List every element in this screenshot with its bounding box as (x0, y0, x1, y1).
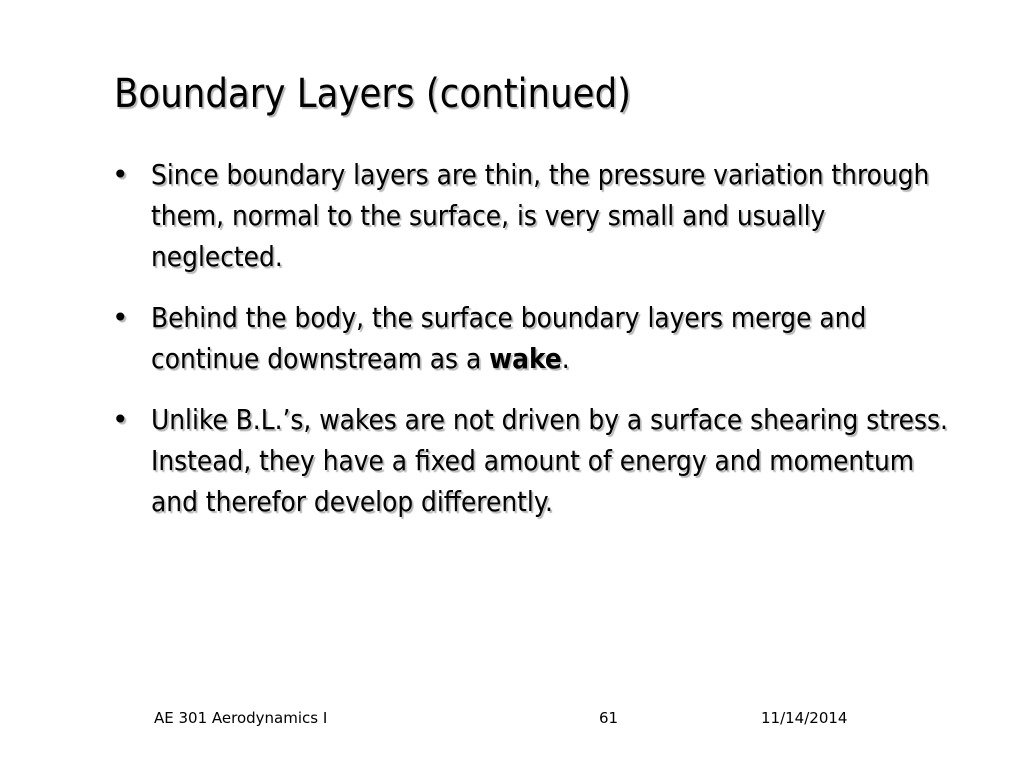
bullet-text: Unlike B.L.’s, wakes are not driven by a surface shearing stress. Instead, they have a fixed amount of energy and momentum and therefor develop differently. (151, 403, 948, 518)
footer-date: 11/14/2014 (761, 709, 848, 727)
bullet-list (112, 154, 992, 542)
bullet-item-3 (112, 399, 992, 522)
bullet-text-end: . (561, 342, 570, 375)
bullet-text: Since boundary layers are thin, the pressure variation through them, normal to the surface, is very small and usually neglected. (151, 158, 930, 273)
slide-title: Boundary Layers (continued) (114, 71, 632, 117)
bullet-text-start: Behind the body, the surface boundary layers merge and continue downstream as a (151, 301, 867, 375)
bullet-marker: • (112, 301, 129, 334)
bullet-marker: • (112, 403, 129, 436)
footer-course: AE 301 Aerodynamics I (154, 709, 328, 727)
bullet-item-2 (112, 297, 992, 379)
bold-term-wake: wake (489, 342, 562, 375)
bullet-text (151, 297, 952, 379)
footer-page-number: 61 (599, 709, 619, 727)
bullet-marker: • (112, 158, 129, 191)
bullet-item-1 (112, 154, 992, 277)
